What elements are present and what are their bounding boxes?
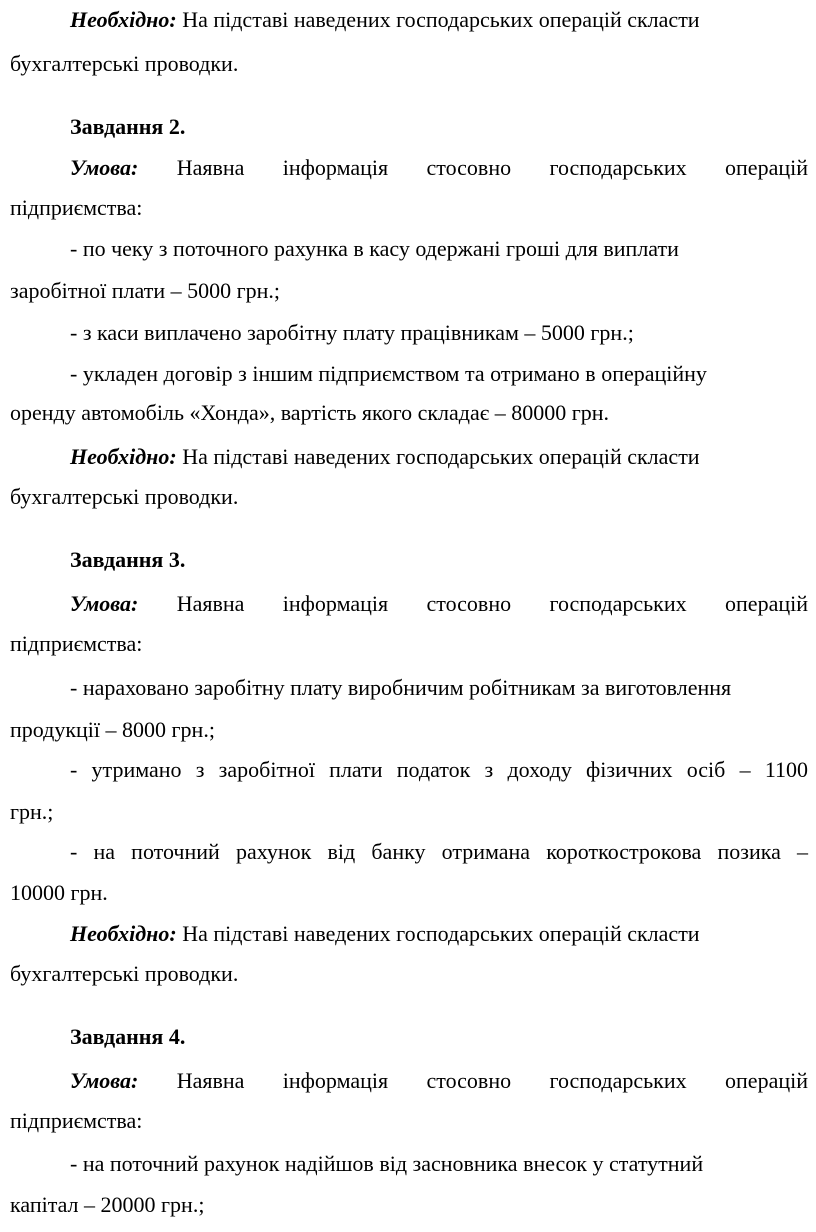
text-line: бухгалтерські проводки.: [10, 961, 239, 986]
word: стосовно: [426, 591, 512, 616]
task-heading: Завдання 2.: [70, 114, 186, 139]
requirement-line: [70, 921, 808, 947]
text-line: заробітної плати – 5000 грн.;: [10, 278, 281, 303]
text-line: бухгалтерські проводки.: [10, 484, 239, 509]
word: операцій: [725, 1068, 808, 1093]
requirement-label: Необхідно:: [70, 921, 177, 946]
condition-line: [70, 1068, 808, 1094]
text-line: оренду автомобіль «Хонда», вартість якого складає – 80000 грн.: [10, 400, 609, 425]
text-line: грн.;: [10, 799, 54, 824]
text-line: - нараховано заробітну плату виробничим робітникам за виготовлення: [70, 675, 732, 700]
text: На підставі наведених господарських операцій скласти: [176, 7, 700, 32]
text-line: - утримано з заробітної плати податок з доходу фізичних осіб – 1100: [70, 757, 808, 782]
condition-label: Умова:: [70, 155, 139, 180]
requirement-line: [70, 444, 808, 470]
word: господарських: [549, 591, 687, 616]
word: господарських: [549, 1068, 687, 1093]
word: стосовно: [426, 155, 512, 180]
text-line: - з каси виплачено заробітну плату працівникам – 5000 грн.;: [70, 320, 634, 345]
word: операцій: [725, 155, 808, 180]
text-line: продукції – 8000 грн.;: [10, 717, 215, 742]
word: Наявна: [176, 1068, 245, 1093]
condition-label: Умова:: [70, 591, 139, 616]
text-line: - по чеку з поточного рахунка в касу одержані гроші для виплати: [70, 236, 679, 261]
word: господарських: [549, 155, 687, 180]
task-heading: Завдання 4.: [70, 1024, 186, 1049]
text-line: - укладен договір з іншим підприємством та отримано в операційну: [70, 361, 707, 386]
requirement-label: Необхідно:: [70, 444, 177, 469]
word: стосовно: [426, 1068, 512, 1093]
word: Наявна: [176, 591, 245, 616]
word: інформація: [282, 591, 389, 616]
condition-line: [70, 591, 808, 617]
word: інформація: [282, 155, 389, 180]
word: Наявна: [176, 155, 245, 180]
text-line: капітал – 20000 грн.;: [10, 1192, 205, 1217]
requirement-line: [70, 7, 808, 33]
word: операцій: [725, 591, 808, 616]
text-line: - на поточний рахунок надійшов від засновника внесок у статутний: [70, 1151, 704, 1176]
text: На підставі наведених господарських операцій скласти: [176, 921, 700, 946]
text-line: підприємства:: [10, 631, 143, 656]
text-line: підприємства:: [10, 1108, 143, 1133]
text-line: - на поточний рахунок від банку отримана короткострокова позика –: [70, 839, 808, 864]
requirement-label: Необхідно:: [70, 7, 177, 32]
text-line: підприємства:: [10, 195, 143, 220]
condition-label: Умова:: [70, 1068, 139, 1093]
task-heading: Завдання 3.: [70, 547, 186, 572]
text: На підставі наведених господарських операцій скласти: [176, 444, 700, 469]
text-line: 10000 грн.: [10, 880, 108, 905]
text-line: бухгалтерські проводки.: [10, 51, 239, 76]
word: інформація: [282, 1068, 389, 1093]
condition-line: [70, 155, 808, 181]
